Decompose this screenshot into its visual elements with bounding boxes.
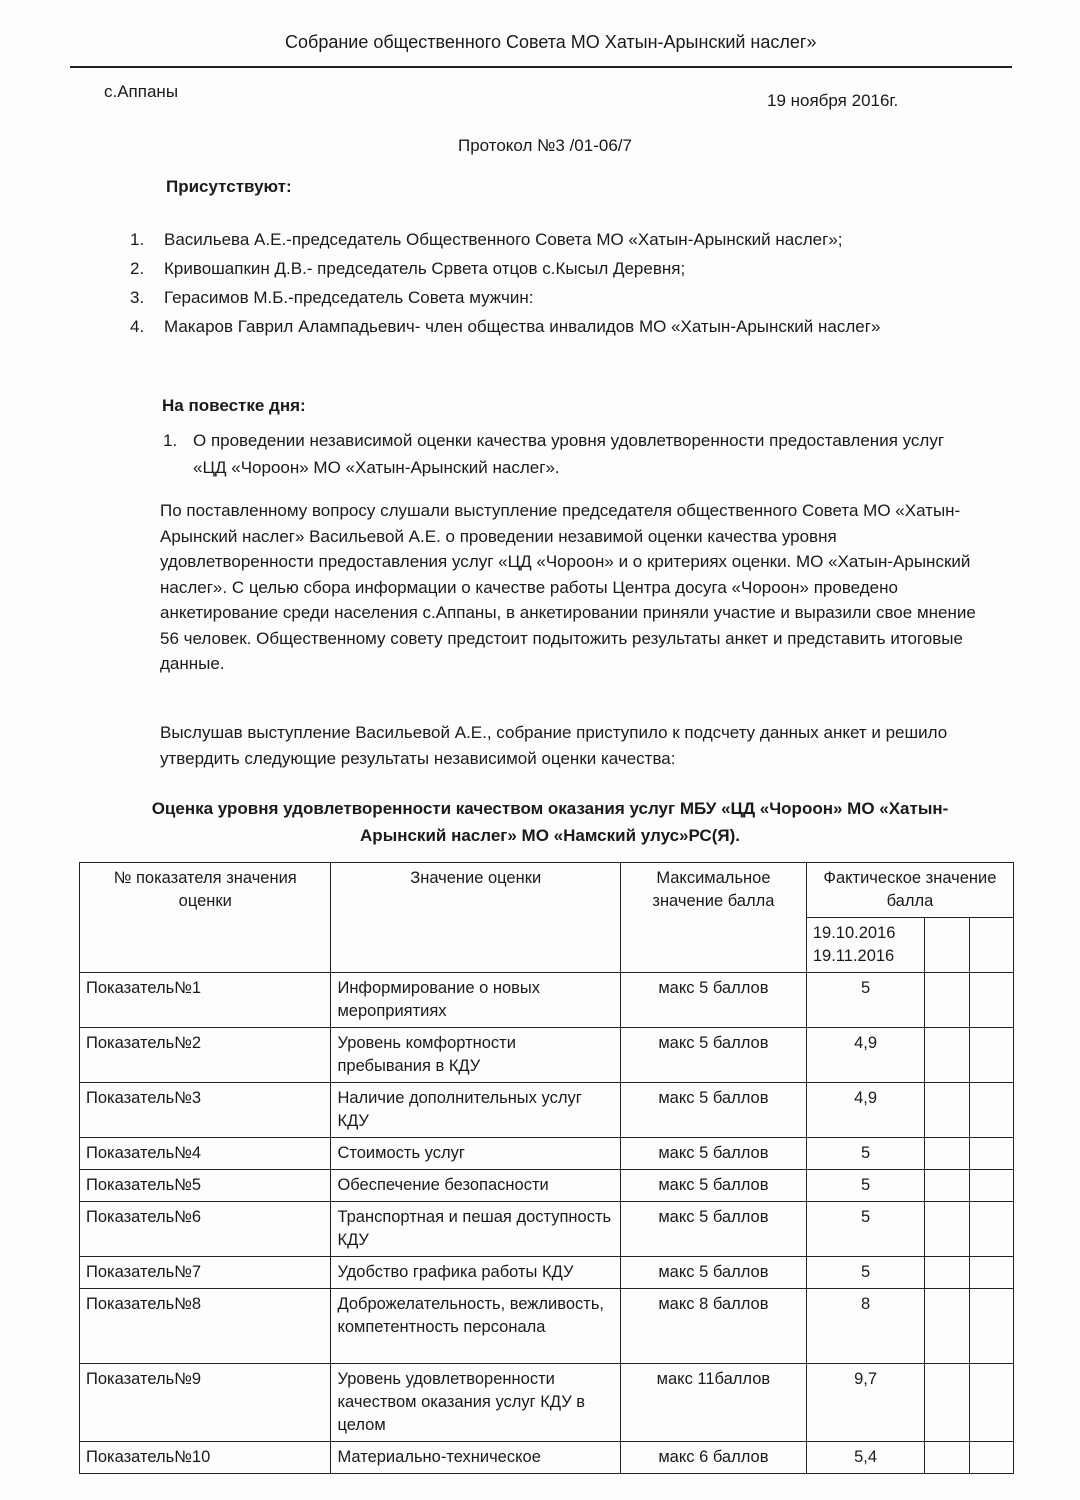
indicator-max-cell: макс 8 баллов <box>620 1289 806 1364</box>
empty-cell <box>969 918 1013 973</box>
indicator-fact-cell: 4,9 <box>806 1028 924 1083</box>
empty-cell <box>969 1442 1013 1474</box>
indicator-max-cell: макс 5 баллов <box>620 1257 806 1289</box>
empty-cell <box>925 1289 969 1364</box>
table-body <box>80 973 1014 1474</box>
empty-cell <box>925 1138 969 1170</box>
indicator-fact-cell: 8 <box>806 1289 924 1364</box>
indicator-number-cell: Показатель№5 <box>80 1170 331 1202</box>
table-row <box>80 1138 1014 1170</box>
indicator-value-cell: Информирование о новых мероприятиях <box>331 973 620 1028</box>
table-header-row <box>80 863 1014 918</box>
indicator-fact-cell: 5 <box>806 1202 924 1257</box>
paragraph-discussion: По поставленному вопросу слушали выступление председателя общественного Совета МО «Хатын-Арынский наслег» Васильевой А.Е. о проведении незавимой оценки качества уровня удовлетворенности предоставления услуг «ЦД «Чороон» и о критериях оценки. МО «Хатын-Арынский наслег». С целью сбора информации о качестве работы Центра досуга «Чороон» проведено анкетирование среди населения с.Аппаны, в анкетировании приняли участие и выразили свое мнение 56 человек. Общественному совету предстоит подытожить результаты анкет и представить итоговые данные. <box>160 501 976 673</box>
paragraph-decision: Выслушав выступление Васильевой А.Е., собрание приступило к подсчету данных анкет и решило утвердить следующие результаты независимой оценки качества: <box>160 723 948 768</box>
indicator-max-cell: макс 5 баллов <box>620 1138 806 1170</box>
empty-cell <box>969 1202 1013 1257</box>
indicator-max-cell: макс 5 баллов <box>620 1028 806 1083</box>
empty-cell <box>925 973 969 1028</box>
header-fact: Фактическое значение балла <box>806 863 1013 918</box>
table-row <box>80 1083 1014 1138</box>
indicator-value-cell: Наличие дополнительных услуг КДУ <box>331 1083 620 1138</box>
table-row <box>80 973 1014 1028</box>
table-row <box>80 1028 1014 1083</box>
header-num: № показателя значения оценки <box>80 863 331 973</box>
table-title: Оценка уровня удовлетворенности качеством оказания услуг МБУ «ЦД «Чороон» МО «Хатын- Арынский наслег» МО «Намский улус»РС(Я). <box>151 799 949 845</box>
agenda-item-line1: О проведении независимой оценки качества уровня удовлетворенности предоставления услуг <box>193 431 945 450</box>
table-row <box>80 1364 1014 1442</box>
present-heading: Присутствуют: <box>166 177 292 196</box>
indicator-fact-cell: 5 <box>806 1138 924 1170</box>
empty-cell <box>925 1442 969 1474</box>
empty-cell <box>969 973 1013 1028</box>
empty-cell <box>925 1170 969 1202</box>
indicator-number-cell: Показатель№3 <box>80 1083 331 1138</box>
indicator-number-cell: Показатель№7 <box>80 1257 331 1289</box>
indicator-number-cell: Показатель№10 <box>80 1442 331 1474</box>
indicator-fact-cell: 9,7 <box>806 1364 924 1442</box>
indicator-value-cell: Удобство графика работы КДУ <box>331 1257 620 1289</box>
indicator-fact-cell: 4,9 <box>806 1083 924 1138</box>
indicator-max-cell: макс 6 баллов <box>620 1442 806 1474</box>
table-row <box>80 1289 1014 1364</box>
empty-cell <box>925 1257 969 1289</box>
empty-cell <box>969 1083 1013 1138</box>
indicator-max-cell: макс 11баллов <box>620 1364 806 1442</box>
protocol-number: Протокол №3 /01-06/7 <box>458 136 632 155</box>
empty-cell <box>969 1364 1013 1442</box>
empty-cell <box>969 1289 1013 1364</box>
empty-cell <box>925 1083 969 1138</box>
table-row <box>80 1257 1014 1289</box>
document-place: с.Аппаны <box>104 82 179 101</box>
empty-cell <box>969 1170 1013 1202</box>
indicator-max-cell: макс 5 баллов <box>620 1202 806 1257</box>
indicator-number-cell: Показатель№9 <box>80 1364 331 1442</box>
indicator-value-cell: Обеспечение безопасности <box>331 1170 620 1202</box>
table-row <box>80 1442 1014 1474</box>
indicator-value-cell: Транспортная и пешая доступность КДУ <box>331 1202 620 1257</box>
indicator-number-cell: Показатель№6 <box>80 1202 331 1257</box>
header-divider <box>70 66 1012 68</box>
empty-cell <box>925 918 969 973</box>
list-item: 4. Макаров Гаврил Алампадьевич- член общества инвалидов МО «Хатын-Арынский наслег» <box>130 317 881 336</box>
empty-cell <box>925 1202 969 1257</box>
indicator-value-cell: Материально-техническое <box>331 1442 620 1474</box>
header-title: Собрание общественного Совета МО Хатын-Арынский наслег» <box>285 32 817 52</box>
agenda-heading: На повестке дня: <box>162 396 306 415</box>
ratings-table <box>79 862 1014 1474</box>
header-max: Максимальное значение балла <box>620 863 806 973</box>
empty-cell <box>969 1257 1013 1289</box>
empty-cell <box>969 1028 1013 1083</box>
indicator-fact-cell: 5,4 <box>806 1442 924 1474</box>
empty-cell <box>925 1028 969 1083</box>
indicator-number-cell: Показатель№8 <box>80 1289 331 1364</box>
list-item: 3. Герасимов М.Б.-председатель Совета мужчин: <box>130 288 534 307</box>
indicator-number-cell: Показатель№4 <box>80 1138 331 1170</box>
header-value: Значение оценки <box>331 863 620 973</box>
indicator-max-cell: макс 5 баллов <box>620 1083 806 1138</box>
list-item: 1. Васильева А.Е.-председатель Общественного Совета МО «Хатын-Арынский наслег»; <box>130 230 843 249</box>
indicator-max-cell: макс 5 баллов <box>620 973 806 1028</box>
agenda-item-line2: «ЦД «Чороон» МО «Хатын-Арынский наслег». <box>193 458 560 477</box>
indicator-value-cell: Стоимость услуг <box>331 1138 620 1170</box>
agenda-item-number: 1. <box>163 431 178 450</box>
indicator-fact-cell: 5 <box>806 1170 924 1202</box>
table-row <box>80 1170 1014 1202</box>
header-period: 19.10.2016 19.11.2016 <box>806 918 924 973</box>
document-date: 19 ноября 2016г. <box>767 91 899 110</box>
indicator-max-cell: макс 5 баллов <box>620 1170 806 1202</box>
table-row <box>80 1202 1014 1257</box>
attendee-list <box>130 225 1030 341</box>
indicator-number-cell: Показатель№1 <box>80 973 331 1028</box>
agenda-item <box>163 427 1023 481</box>
empty-cell <box>969 1138 1013 1170</box>
indicator-value-cell: Уровень удовлетворенности качеством оказания услуг КДУ в целом <box>331 1364 620 1442</box>
indicator-value-cell: Доброжелательность, вежливость, компетентность персонала <box>331 1289 620 1364</box>
indicator-fact-cell: 5 <box>806 1257 924 1289</box>
indicator-number-cell: Показатель№2 <box>80 1028 331 1083</box>
indicator-value-cell: Уровень комфортности пребывания в КДУ <box>331 1028 620 1083</box>
empty-cell <box>925 1364 969 1442</box>
list-item: 2. Кривошапкин Д.В.- председатель Срвета отцов с.Кысыл Деревня; <box>130 259 686 278</box>
indicator-fact-cell: 5 <box>806 973 924 1028</box>
